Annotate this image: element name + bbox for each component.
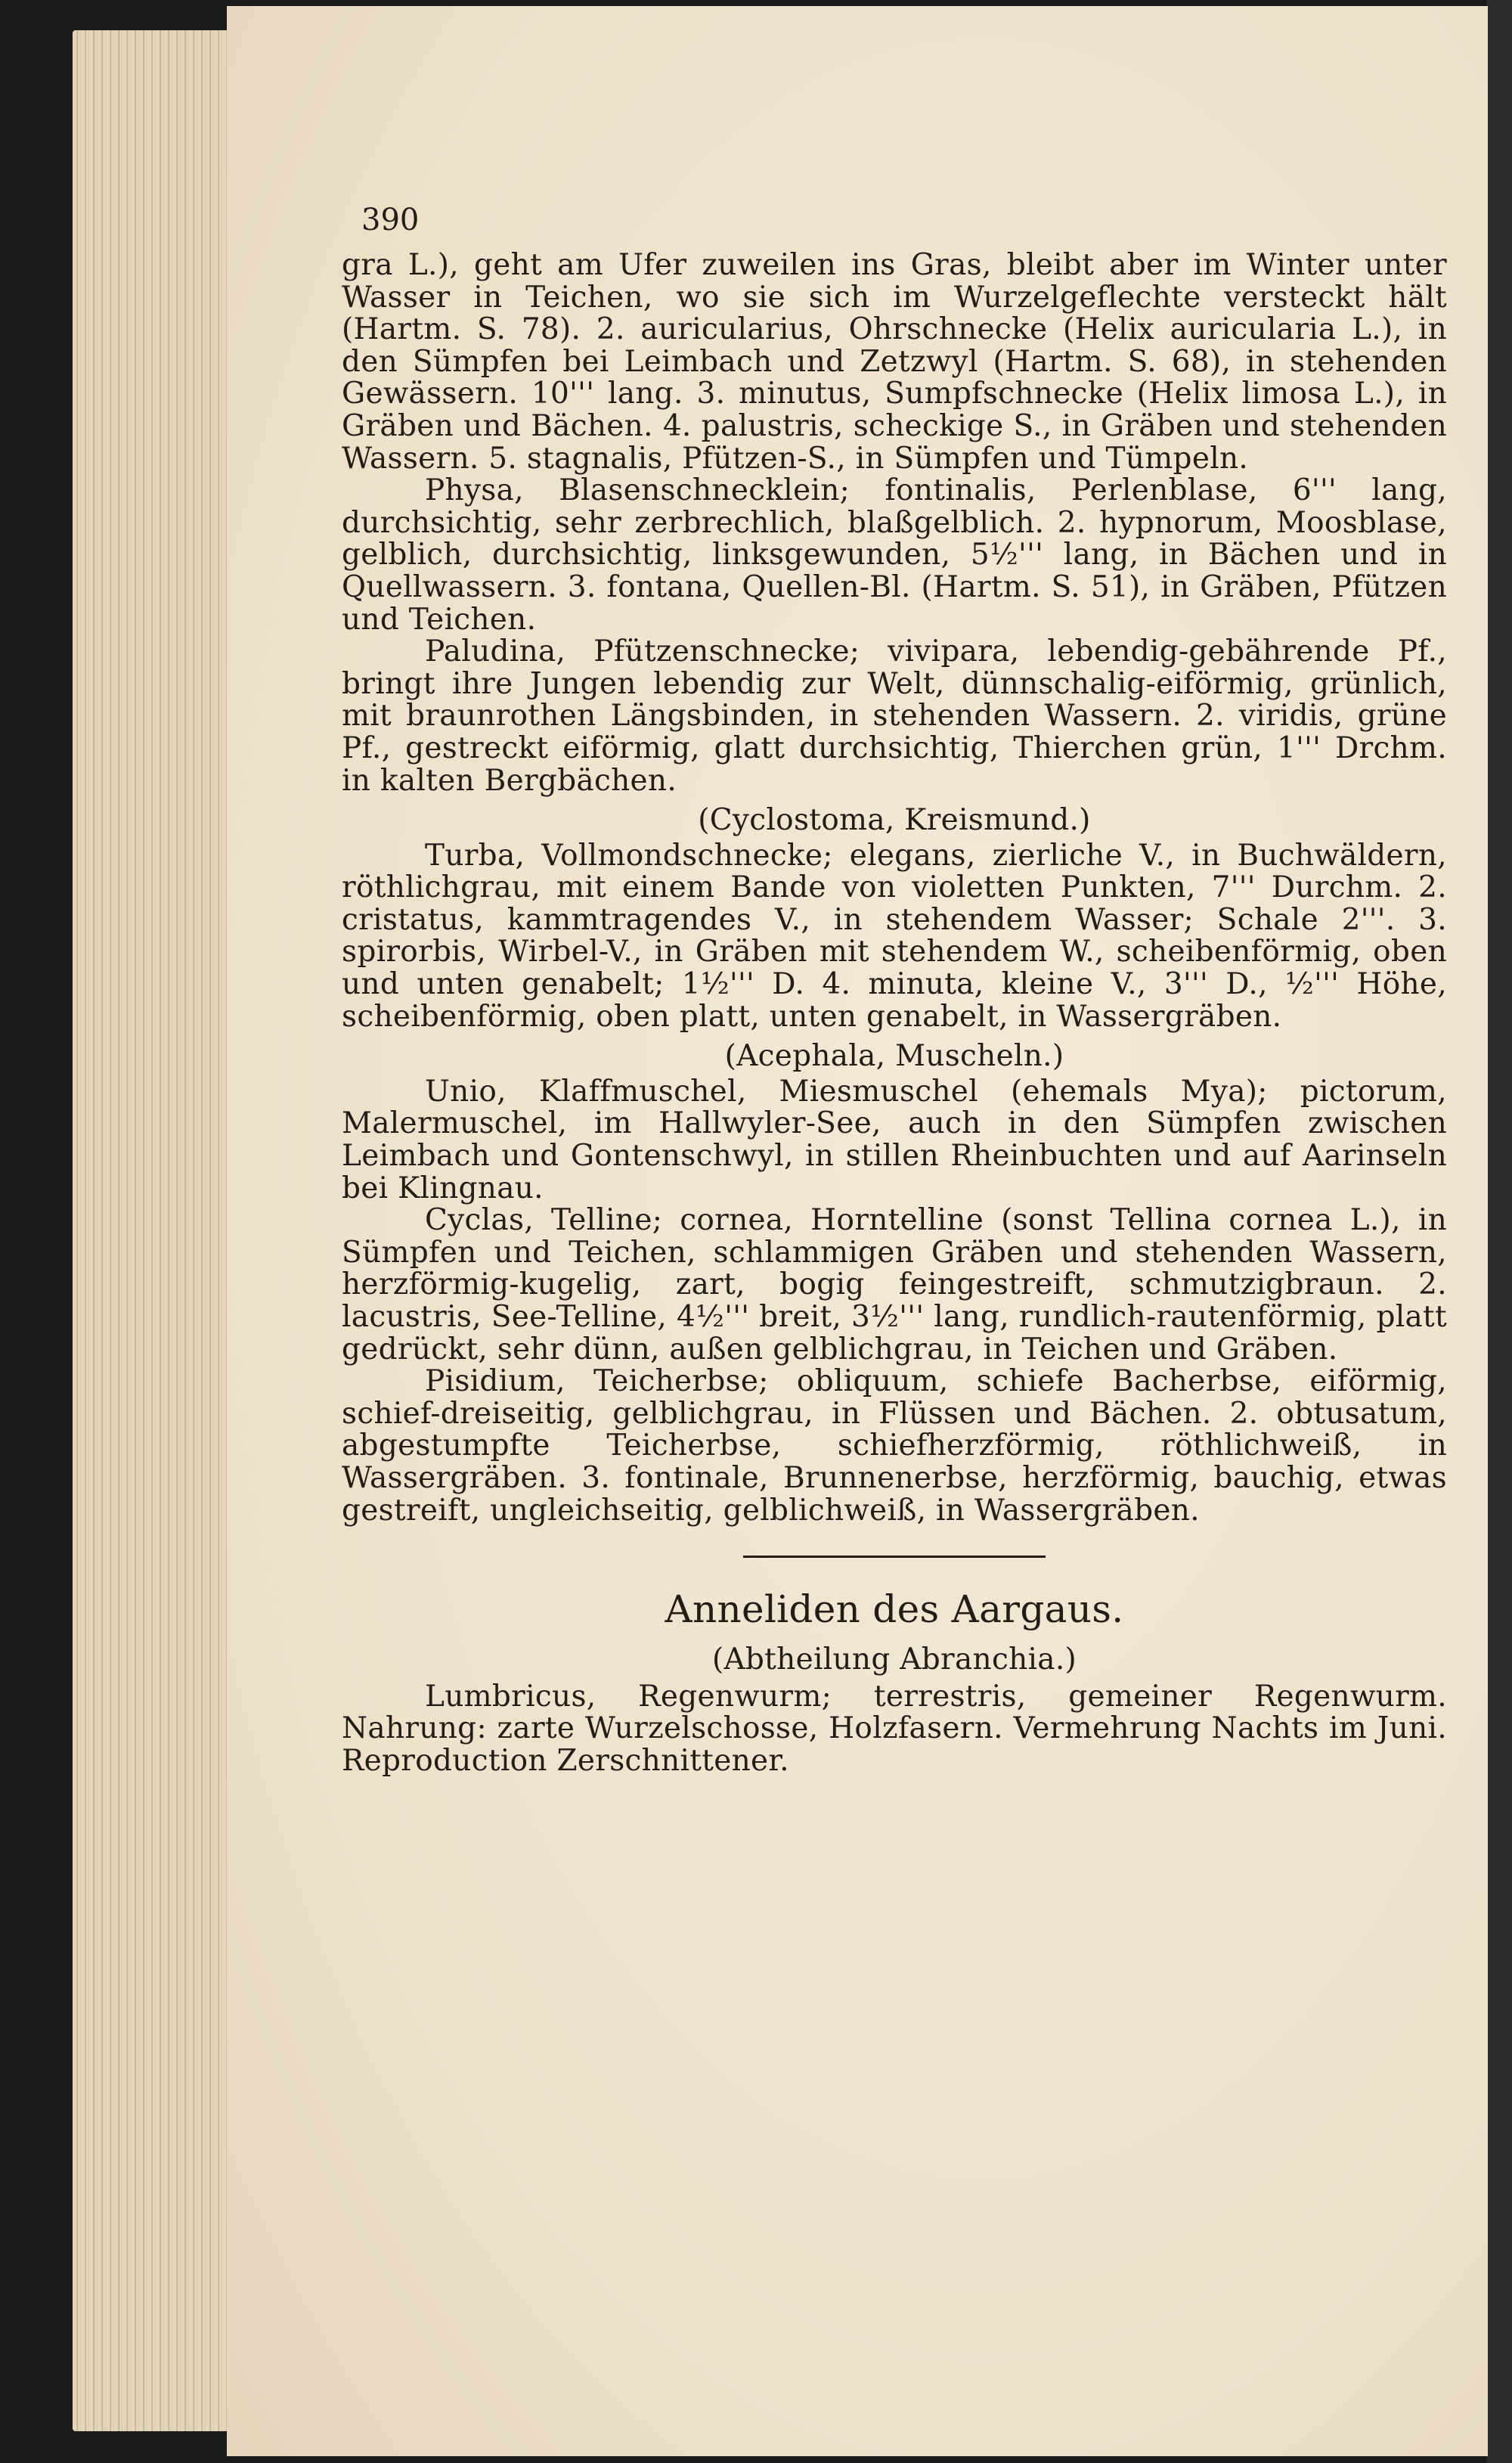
section-title: Anneliden des Aargaus. bbox=[665, 1587, 1124, 1632]
page-number: 390 bbox=[361, 203, 420, 237]
paragraph-pisidium: Pisidium, Teicherbse; obliquum, schiefe Bacherbse, eiförmig, schief-dreiseitig, gelblichgrau, in Flüssen und Bächen. 2. obtusatum, abgestumpfte Teicherbse, schiefherzförmig, röthlichweiß, in Wassergräben. 3. fontinale, Brunnenerbse, herzförmig, bauchig, etwas gestreift, ungleichseitig, gelblichweiß, in Wassergräben. bbox=[342, 1364, 1447, 1528]
section-divider bbox=[743, 1556, 1046, 1558]
paragraph-cyclas: Cyclas, Telline; cornea, Horntelline (sonst Tellina cornea L.), in Sümpfen und Teichen, schlammigen Gräben und stehenden Wassern, herzförmig-kugelig, zart, bogig feingestreift, schmutzigbraun. 2. lacustris, See-Telline, 4½''' breit, 3½''' lang, rundlich-rautenförmig, platt gedrückt, sehr dünn, außen gelblichgrau, in Teichen und Gräben. bbox=[342, 1203, 1447, 1366]
heading-cyclostoma: (Cyclostoma, Kreismund.) bbox=[698, 803, 1091, 838]
paragraph-paludina: Paludina, Pfützenschnecke; vivipara, lebendig-gebährende Pf., bringt ihre Jungen lebendig zur Welt, dünnschalig-eiförmig, grünlich, mit braunrothen Längsbinden, in stehenden Wassern. 2. viridis, grüne Pf., gestreckt eiförmig, glatt durchsichtig, Thierchen grün, 1''' Drchm. in kalten Bergbächen. bbox=[342, 634, 1447, 798]
paragraph-physa: Physa, Blasenschnecklein; fontinalis, Perlenblase, 6''' lang, durchsichtig, sehr zerbrechlich, blaßgelblich. 2. hypnorum, Moosblase, gelblich, durchsichtig, linksgewunden, 5½''' lang, in Bächen und in Quellwassern. 3. fontana, Quellen-Bl. (Hartm. S. 51), in Gräben, Pfützen und Teichen. bbox=[342, 473, 1447, 637]
paragraph-turba: Turba, Vollmondschnecke; elegans, zierliche V., in Buchwäldern, röthlichgrau, mit einem Bande von violetten Punkten, 7''' Durchm. 2. cristatus, kammtragendes V., in stehendem Wasser; Schale 2'''. 3. spirorbis, Wirbel-V., in Gräben mit stehendem W., scheibenförmig, oben und unten genabelt; 1½''' D. 4. minuta, kleine V., 3''' D., ½''' Höhe, scheibenförmig, oben platt, unten genabelt, in Wassergräben. bbox=[342, 838, 1447, 1034]
paragraph-unio: Unio, Klaffmuschel, Miesmuschel (ehemals Mya); pictorum, Malermuschel, im Hallwyler-See, auch in den Sümpfen zwischen Leimbach und Gontenschwyl, in stillen Rheinbuchten und auf Aarinseln bei Klingnau. bbox=[342, 1074, 1447, 1205]
heading-acephala: (Acephala, Muscheln.) bbox=[724, 1039, 1064, 1074]
paragraph-limnaeus-continued: gra L.), geht am Ufer zuweilen ins Gras, bleibt aber im Winter unter Wasser in Teichen, wo sie sich im Wurzelgeflechte versteckt hält (Hartm. S. 78). 2. auricularius, Ohrschnecke (Helix auricularia L.), in den Sümpfen bei Leimbach und Zetzwyl (Hartm. S. 68), in stehenden Gewässern. 10''' lang. 3. minutus, Sumpfschnecke (Helix limosa L.), in Gräben und Bächen. 4. palustris, scheckige S., in Gräben und stehenden Wassern. 5. stagnalis, Pfützen-S., in Sümpfen und Tümpeln. bbox=[342, 248, 1447, 476]
right-backdrop bbox=[1486, 0, 1512, 2463]
section-subtitle: (Abtheilung Abranchia.) bbox=[711, 1643, 1077, 1677]
page-body bbox=[342, 250, 1447, 1778]
paragraph-lumbricus: Lumbricus, Regenwurm; terrestris, gemeiner Regenwurm. Nahrung: zarte Wurzelschosse, Holzfasern. Vermehrung Nachts im Juni. Reproduction Zerschnittener. bbox=[342, 1679, 1447, 1778]
